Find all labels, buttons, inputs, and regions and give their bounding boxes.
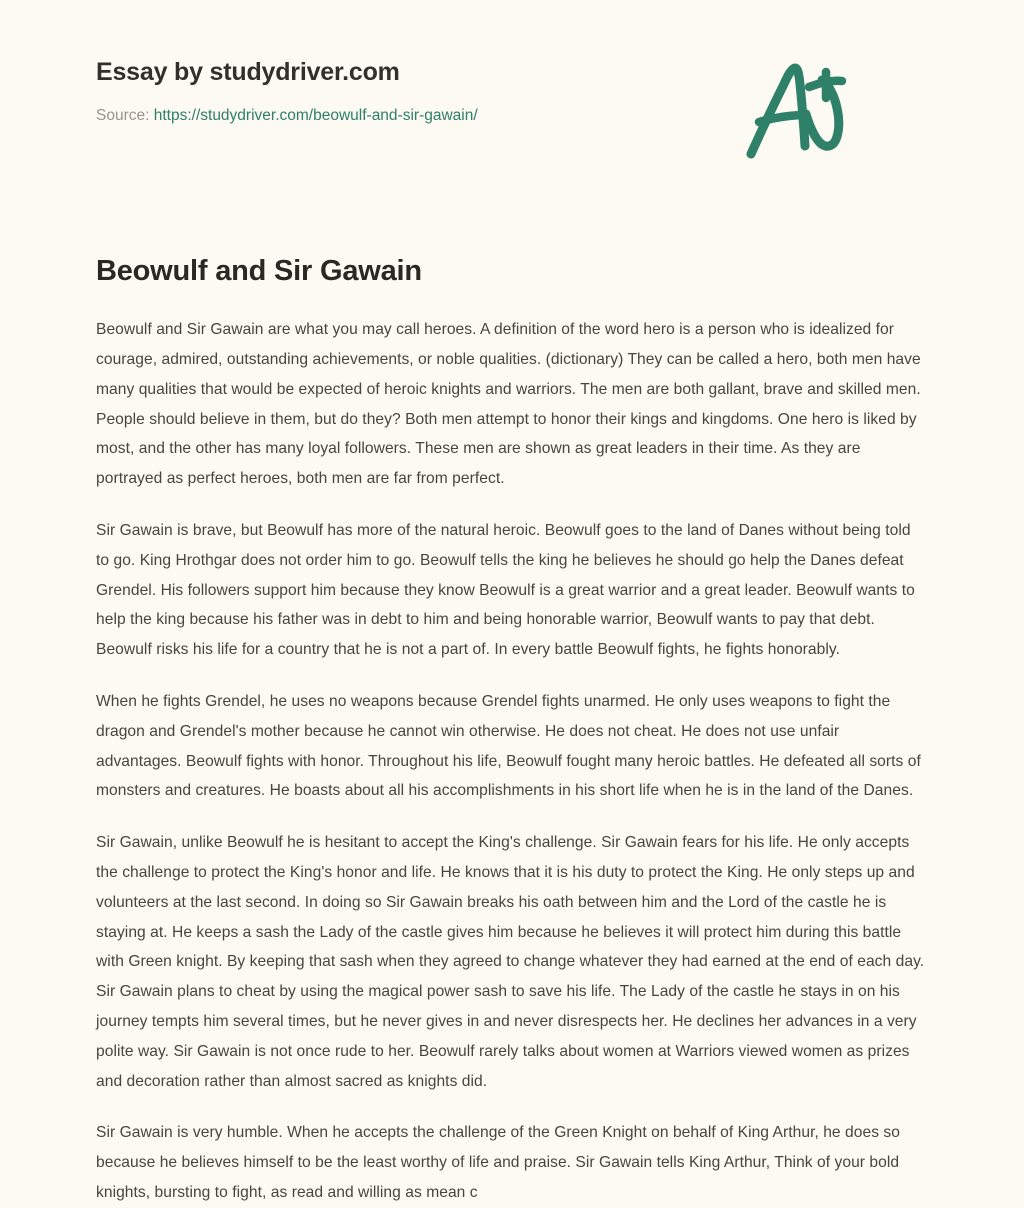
page-header [96, 0, 928, 186]
page-title: Beowulf and Sir Gawain [96, 255, 422, 287]
source-label: Source: [96, 107, 150, 124]
essay-paragraph: When he fights Grendel, he uses no weapons because Grendel fights unarmed. He only uses weapons to fight the dragon and Grendel's mother because he cannot win otherwise. He does not cheat. He does not use unfair advantages. Beowulf fights with honor. Throughout his life, Beowulf fought many heroic battles. He defeated all sorts of monsters and creatures. He boasts about all his accomplishments in his short life when he is in the land of the Danes. [96, 693, 921, 800]
essay-paragraph: Sir Gawain, unlike Beowulf he is hesitant to accept the King's challenge. Sir Gawain fears for his life. He only accepts the challenge to protect the King's honor and life. He knows that it is his duty to protect the King. He only steps up and volunteers at the last second. In doing so Sir Gawain breaks his oath between him and the Lord of the castle he is staying at. He keeps a sash the Lady of the castle gives him because he believes it will protect him during this battle with Green knight. By keeping that sash when they agreed to change whatever they had earned at the end of each day. Sir Gawain plans to cheat by using the magical power sash to save his life. The Lady of the castle he stays in on his journey tempts him several times, but he never gives in and never disrespects her. He declines her advances in a very polite way. Sir Gawain is not once rude to her. Beowulf rarely talks about women at Warriors viewed women as prizes and decoration rather than almost sacred as knights did. [96, 834, 925, 1090]
essay-paragraph: Sir Gawain is brave, but Beowulf has more of the natural heroic. Beowulf goes to the land of Danes without being told to go. King Hrothgar does not order him to go. Beowulf tells the king he believes he should go help the Danes defeat Grendel. His followers support him because they know Beowulf is a great warrior and a great leader. Beowulf wants to help the king because his father was in debt to him and being honorable warrior, Beowulf wants to pay that debt. Beowulf risks his life for a country that he is not a part of. In every battle Beowulf fights, he fights honorably. [96, 522, 915, 659]
source-url-link[interactable]: https://studydriver.com/beowulf-and-sir-gawain/ [153, 107, 478, 124]
a-plus-logo-icon [734, 52, 854, 164]
essay-by-heading: Essay by studydriver.com [96, 58, 400, 86]
essay-paragraph: Beowulf and Sir Gawain are what you may call heroes. A definition of the word hero is a person who is idealized for courage, admired, outstanding achievements, or noble qualities. (dictionary) They can be called a hero, both men have many qualities that would be expected of heroic knights and warriors. The men are both gallant, brave and skilled men. People should believe in them, but do they? Both men attempt to honor their kings and kingdoms. One hero is liked by most, and the other has many loyal followers. These men are shown as great leaders in their time. As they are portrayed as perfect heroes, both men are far from perfect. [96, 321, 921, 488]
essay-paragraph: Sir Gawain is very humble. When he accepts the challenge of the Green Knight on behalf of King Arthur, he does so because he believes himself to be the least worthy of life and praise. Sir Gawain tells King Arthur, Think of your bold knights, bursting to fight, as read and willing as mean c [96, 1124, 901, 1201]
essay-body [96, 289, 928, 1208]
